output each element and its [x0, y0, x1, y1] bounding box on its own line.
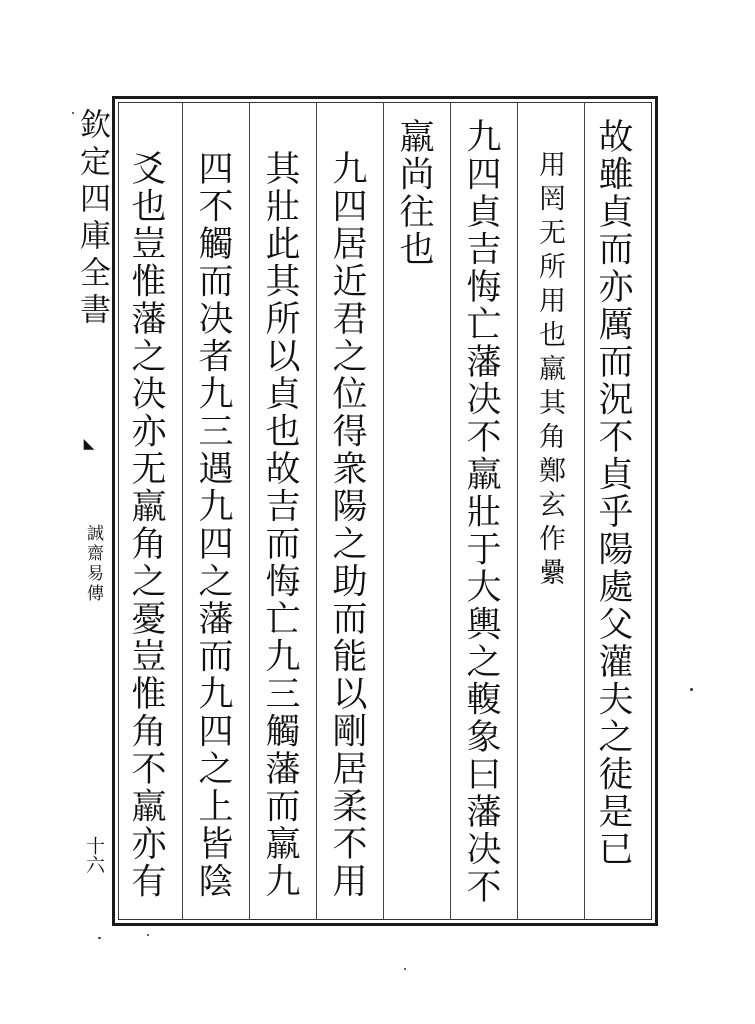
page-margin	[74, 108, 114, 928]
column-rule	[584, 102, 585, 920]
text-column-1: 故雖貞而亦厲而況不貞乎陽處父灌夫之徒是已	[593, 118, 633, 868]
fish-tail-mark: ◣	[81, 436, 97, 452]
collection-title: 欽定四庫全書	[74, 108, 110, 330]
text-column-4: 羸尚往也	[394, 118, 434, 268]
book-title: 誠齋易傳	[83, 524, 103, 604]
page-number: 十六	[83, 836, 105, 874]
column-rule	[383, 102, 384, 920]
column-rule	[517, 102, 518, 920]
text-column-3: 九四貞吉悔亡藩决不羸壯于大輿之輹象曰藩决不	[461, 118, 501, 906]
column-rule	[316, 102, 317, 920]
text-column-2: 用罔无所用也羸其角鄭玄作纍	[534, 150, 565, 592]
column-rule	[182, 102, 183, 920]
text-column-6: 其壯此其所以貞也故吉而悔亡九三觸藩而羸九	[260, 150, 300, 900]
text-column-7: 四不觸而决者九三遇九四之藩而九四之上皆陰	[193, 150, 233, 900]
text-column-8: 爻也豈惟藩之决亦无羸角之憂豈惟角不羸亦有	[126, 150, 166, 900]
text-column-5: 九四居近君之位得衆陽之助而能以剛居柔不用	[327, 150, 367, 900]
column-rule	[450, 102, 451, 920]
column-rule	[249, 102, 250, 920]
